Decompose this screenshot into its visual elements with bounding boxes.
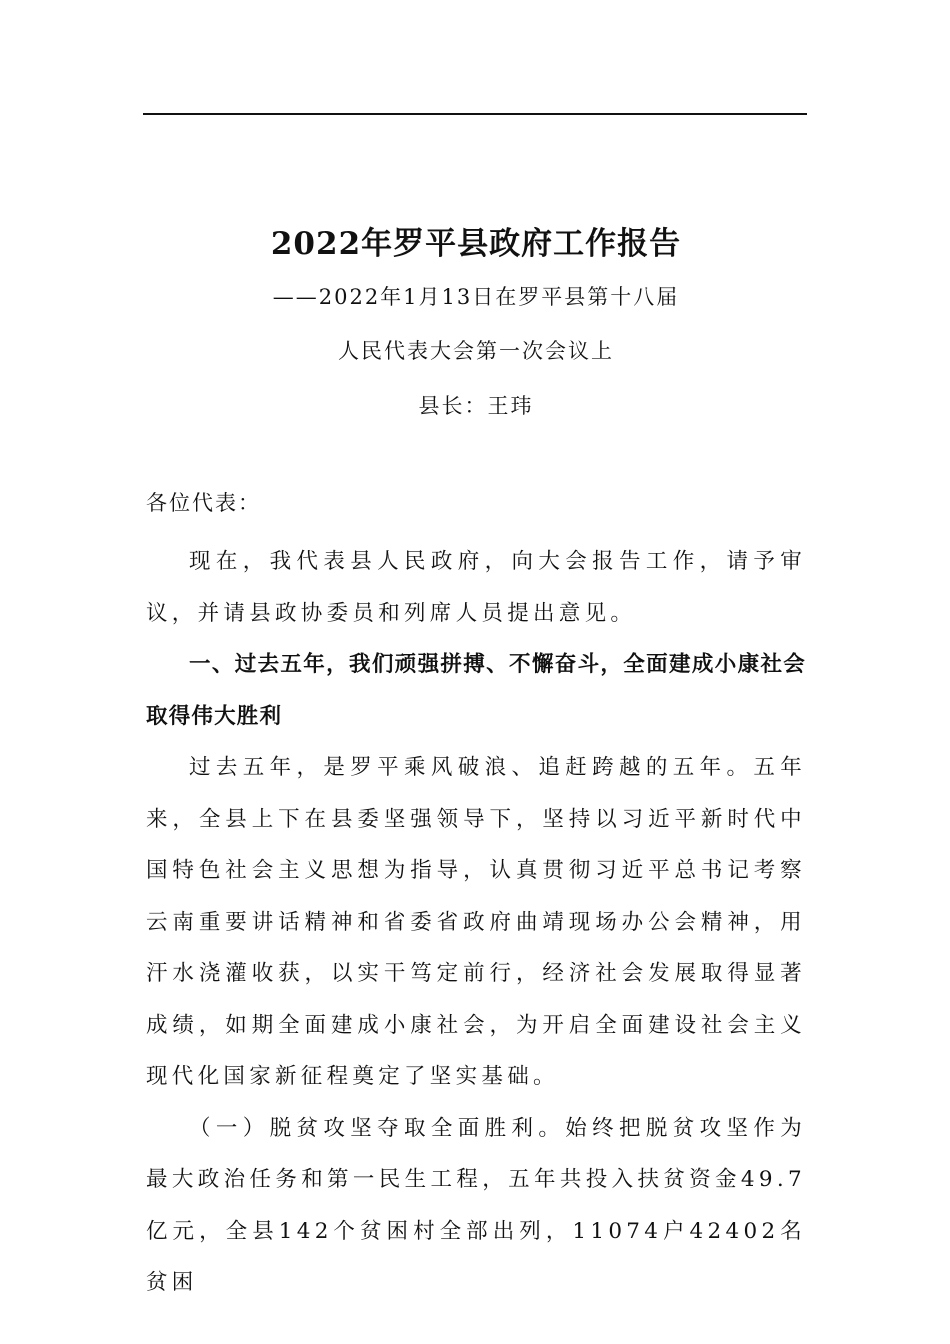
- subtitle-line-1: ——2022年1月13日在罗平县第十八届: [272, 285, 680, 309]
- subsection-1-paragraph: （一）脱贫攻坚夺取全面胜利。始终把脱贫攻坚作为最大政治任务和第一民生工程，五年共投入扶贫资金49.7亿元，全县142个贫困村全部出列，11074户42402名贫困: [146, 1115, 806, 1295]
- intro-paragraph: 现在，我代表县人民政府，向大会报告工作，请予审议，并请县政协委员和列席人员提出意见。: [146, 549, 806, 626]
- header-rule: [143, 113, 807, 115]
- section-1-heading: 一、过去五年，我们顽强拼搏、不懈奋斗，全面建成小康社会取得伟大胜利: [146, 652, 806, 729]
- salutation: 各位代表：: [146, 491, 261, 515]
- document-body: [146, 219, 806, 1309]
- document-title: 2022年罗平县政府工作报告: [270, 226, 682, 262]
- section-1-paragraph: 过去五年，是罗平乘风破浪、追赶跨越的五年。五年来，全县上下在县委坚强领导下，坚持以习近平新时代中国特色社会主义思想为指导，认真贯彻习近平总书记考察云南重要讲话精神和省委省政府曲靖现场办公会精神，用汗水浇灌收获，以实干笃定前行，经济社会发展取得显著成绩，如期全面建成小康社会，为开启全面建设社会主义现代化国家新征程奠定了坚实基础。: [146, 755, 806, 1089]
- author-line: 县长：王玮: [418, 394, 534, 418]
- subtitle-line-2: 人民代表大会第一次会议上: [338, 339, 614, 363]
